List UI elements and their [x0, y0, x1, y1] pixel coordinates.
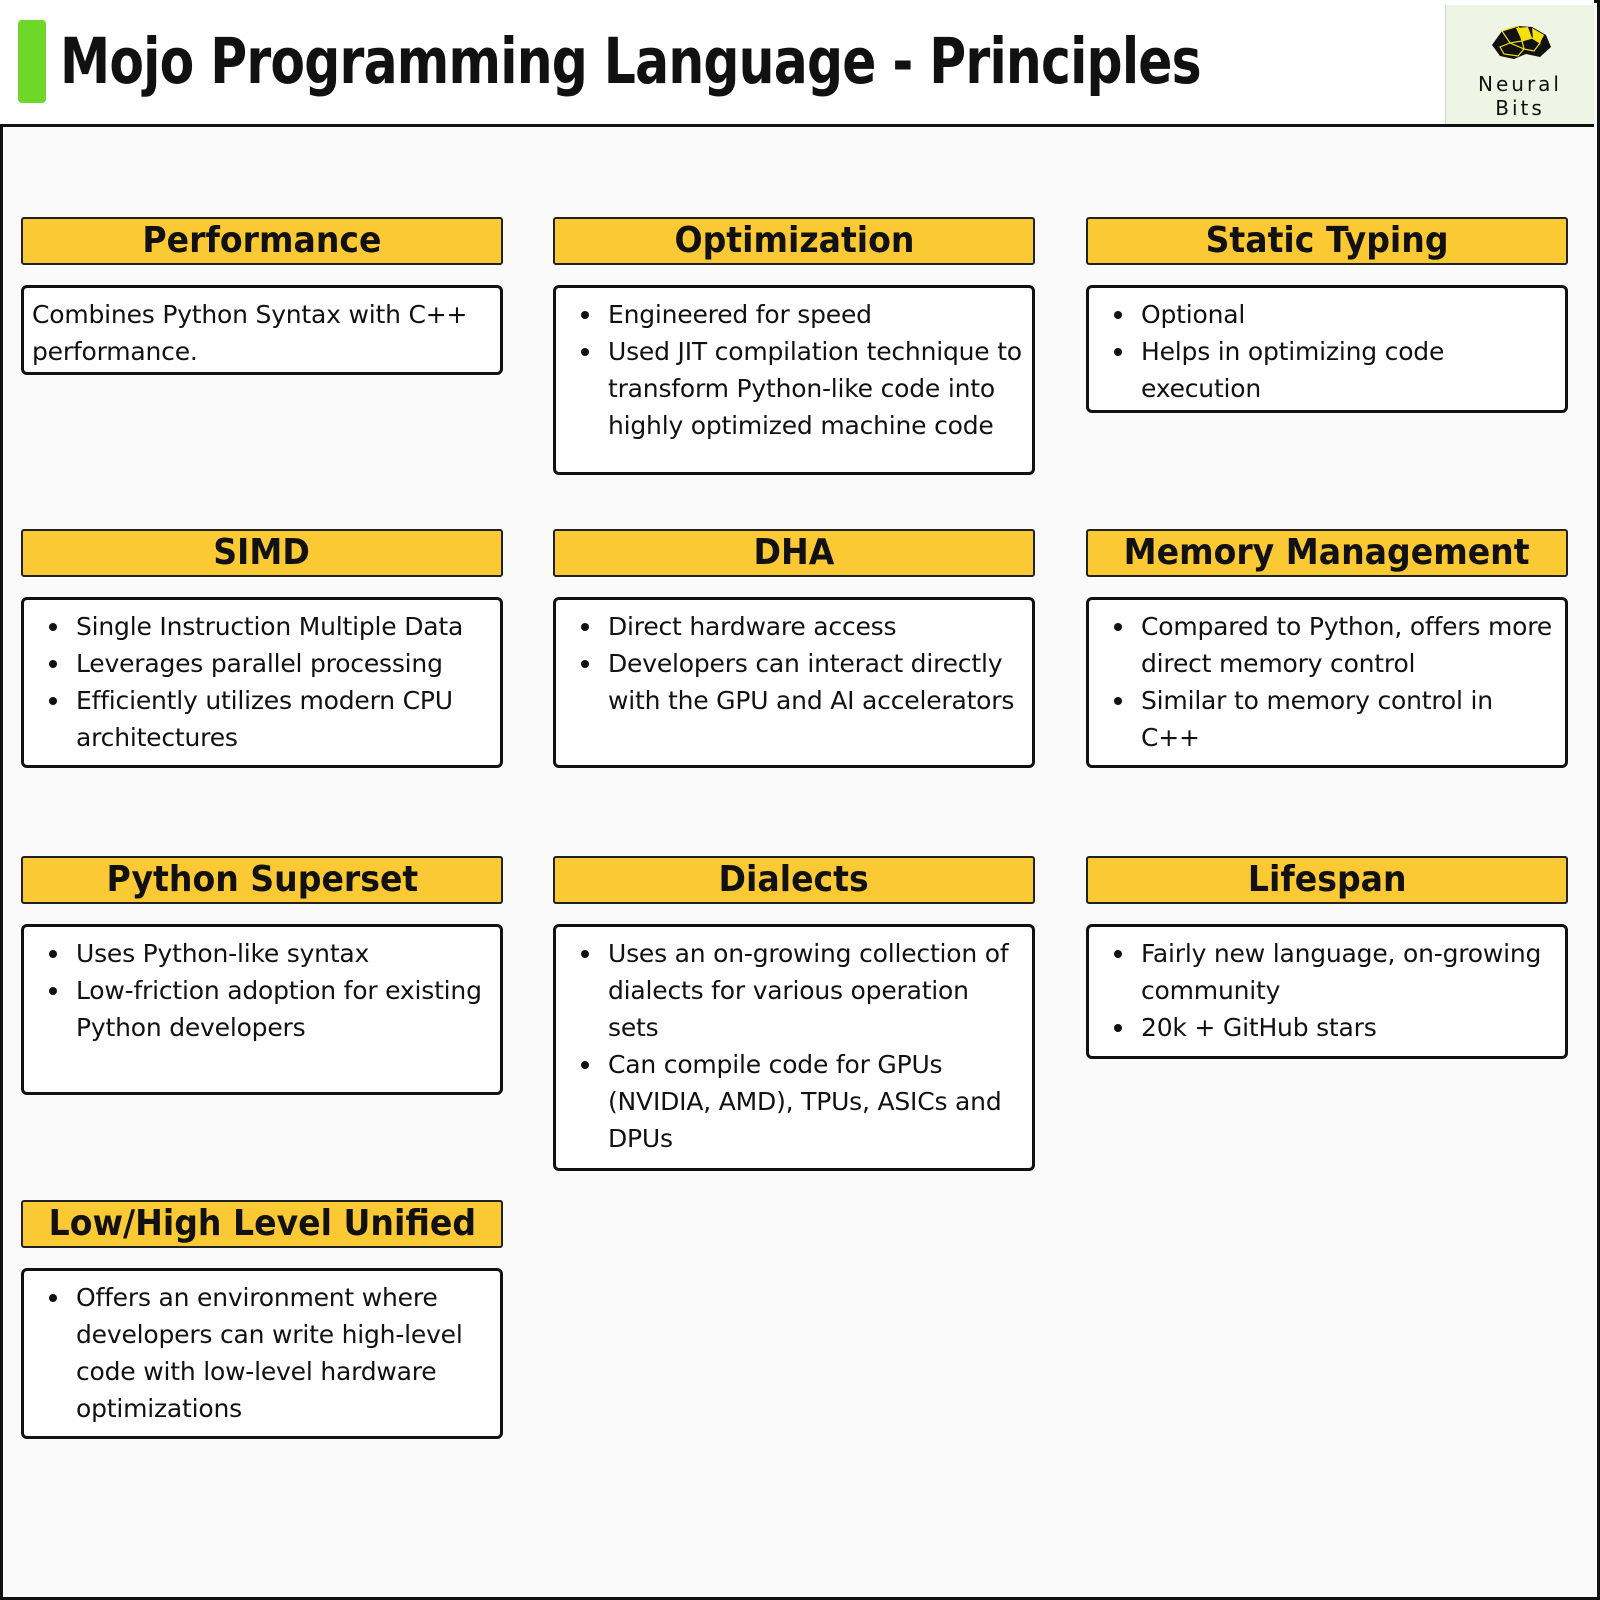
card-title-simd: SIMD: [21, 529, 503, 577]
header: [0, 0, 1594, 127]
card-body-dialects: [553, 924, 1035, 1171]
card-body-low-high-level-unified: [21, 1268, 503, 1439]
card-title-optimization: Optimization: [553, 217, 1035, 265]
card-body-dha: [553, 597, 1035, 768]
card-body-simd: [21, 597, 503, 768]
list-item: Single Instruction Multiple Data: [32, 608, 490, 645]
list-item: Fairly new language, on-growing community: [1097, 935, 1555, 1009]
list-item: Developers can interact directly with the GPU and AI accelerators: [564, 645, 1022, 719]
accent-bar: [18, 20, 46, 103]
card-title-python-superset: Python Superset: [21, 856, 503, 904]
card-body-lifespan: [1086, 924, 1568, 1059]
list-item: Low-friction adoption for existing Python developers: [32, 972, 490, 1046]
list-item: Engineered for speed: [564, 296, 1022, 333]
card-title-performance: Performance: [21, 217, 503, 265]
list-item: 20k + GitHub stars: [1097, 1009, 1555, 1046]
card-title-dha: DHA: [553, 529, 1035, 577]
list-item: Optional: [1097, 296, 1555, 333]
list-item: Offers an environment where developers can write high-level code with low-level hardware optimizations: [32, 1279, 490, 1427]
list-item: Efficiently utilizes modern CPU architectures: [32, 682, 490, 756]
page-title: Mojo Programming Language - Principles: [60, 25, 1201, 98]
list-item: Used JIT compilation technique to transform Python-like code into highly optimized machine code: [564, 333, 1022, 444]
card-title-low-high-level-unified: Low/High Level Unified: [21, 1200, 503, 1248]
logo-text-line1: Neural: [1478, 72, 1562, 96]
brain-icon: [1488, 23, 1554, 63]
card-body-optimization: [553, 285, 1035, 475]
list-item: Direct hardware access: [564, 608, 1022, 645]
card-body-python-superset: [21, 924, 503, 1095]
logo: [1445, 5, 1594, 124]
card-title-dialects: Dialects: [553, 856, 1035, 904]
card-title-static-typing: Static Typing: [1086, 217, 1568, 265]
list-item: Uses Python-like syntax: [32, 935, 490, 972]
logo-text-line2: Bits: [1495, 96, 1545, 120]
card-title-memory-management: Memory Management: [1086, 529, 1568, 577]
card-title-lifespan: Lifespan: [1086, 856, 1568, 904]
list-item: Uses an on-growing collection of dialects for various operation sets: [564, 935, 1022, 1046]
card-text: Combines Python Syntax with C++ performance.: [32, 300, 468, 366]
list-item: Similar to memory control in C++: [1097, 682, 1555, 756]
list-item: Compared to Python, offers more direct memory control: [1097, 608, 1555, 682]
card-body-memory-management: [1086, 597, 1568, 768]
list-item: Helps in optimizing code execution: [1097, 333, 1555, 407]
list-item: Can compile code for GPUs (NVIDIA, AMD), TPUs, ASICs and DPUs: [564, 1046, 1022, 1157]
list-item: Leverages parallel processing: [32, 645, 490, 682]
card-body-performance: [21, 285, 503, 375]
card-body-static-typing: [1086, 285, 1568, 413]
